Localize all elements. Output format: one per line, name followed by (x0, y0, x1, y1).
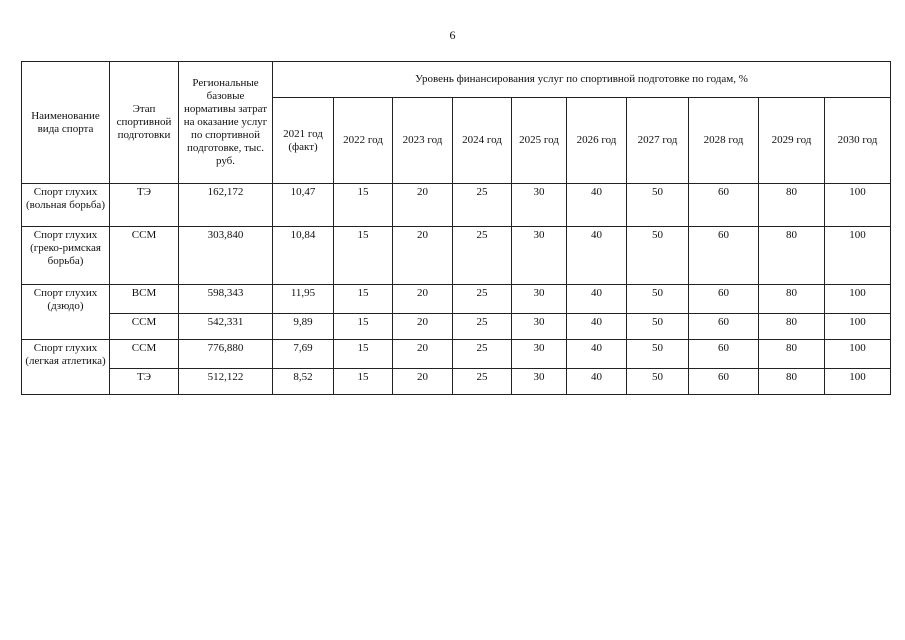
base-cost-cell: 776,880 (179, 340, 273, 369)
value-cell: 30 (512, 369, 567, 395)
header-year: 2023 год (393, 98, 453, 184)
value-cell: 80 (759, 227, 825, 285)
value-cell: 100 (825, 314, 891, 340)
table-row (22, 285, 891, 314)
stage-cell: ТЭ (110, 184, 179, 227)
value-cell: 50 (627, 314, 689, 340)
header-stage: Этап спортивной подготовки (110, 62, 179, 184)
value-cell: 25 (453, 314, 512, 340)
value-cell: 15 (334, 314, 393, 340)
value-cell: 10,84 (273, 227, 334, 285)
value-cell: 15 (334, 227, 393, 285)
value-cell: 80 (759, 314, 825, 340)
header-funding-level: Уровень финансирования услуг по спортивной подготовке по годам, % (273, 62, 891, 98)
value-cell: 100 (825, 184, 891, 227)
value-cell: 50 (627, 340, 689, 369)
header-year: 2024 год (453, 98, 512, 184)
value-cell: 40 (567, 340, 627, 369)
base-cost-cell: 303,840 (179, 227, 273, 285)
header-year: 2021 год (факт) (273, 98, 334, 184)
stage-cell: ССМ (110, 314, 179, 340)
value-cell: 15 (334, 369, 393, 395)
value-cell: 80 (759, 369, 825, 395)
base-cost-cell: 598,343 (179, 285, 273, 314)
sport-name: Спорт глухих (легкая атлетика) (22, 340, 110, 395)
value-cell: 15 (334, 285, 393, 314)
header-year: 2030 год (825, 98, 891, 184)
value-cell: 40 (567, 227, 627, 285)
value-cell: 100 (825, 227, 891, 285)
value-cell: 60 (689, 227, 759, 285)
value-cell: 100 (825, 285, 891, 314)
value-cell: 60 (689, 184, 759, 227)
sport-name: Спорт глухих (дзюдо) (22, 285, 110, 340)
value-cell: 30 (512, 314, 567, 340)
table-row (22, 369, 891, 395)
value-cell: 30 (512, 227, 567, 285)
value-cell: 20 (393, 369, 453, 395)
table-row (22, 340, 891, 369)
value-cell: 15 (334, 340, 393, 369)
value-cell: 25 (453, 369, 512, 395)
value-cell: 50 (627, 285, 689, 314)
header-year: 2026 год (567, 98, 627, 184)
table-row (22, 314, 891, 340)
table-row (22, 227, 891, 285)
value-cell: 40 (567, 314, 627, 340)
value-cell: 50 (627, 369, 689, 395)
value-cell: 20 (393, 184, 453, 227)
value-cell: 30 (512, 184, 567, 227)
header-year: 2022 год (334, 98, 393, 184)
stage-cell: ССМ (110, 340, 179, 369)
value-cell: 10,47 (273, 184, 334, 227)
value-cell: 30 (512, 285, 567, 314)
value-cell: 60 (689, 314, 759, 340)
base-cost-cell: 512,122 (179, 369, 273, 395)
value-cell: 50 (627, 184, 689, 227)
stage-cell: ССМ (110, 227, 179, 285)
value-cell: 9,89 (273, 314, 334, 340)
header-sport: Наименование вида спорта (22, 62, 110, 184)
value-cell: 20 (393, 314, 453, 340)
value-cell: 25 (453, 227, 512, 285)
value-cell: 80 (759, 340, 825, 369)
value-cell: 15 (334, 184, 393, 227)
header-year: 2029 год (759, 98, 825, 184)
header-year: 2027 год (627, 98, 689, 184)
value-cell: 25 (453, 184, 512, 227)
value-cell: 11,95 (273, 285, 334, 314)
value-cell: 20 (393, 285, 453, 314)
page-number: 6 (449, 28, 456, 42)
value-cell: 20 (393, 340, 453, 369)
value-cell: 50 (627, 227, 689, 285)
value-cell: 8,52 (273, 369, 334, 395)
sport-name: Спорт глухих (греко-римская борьба) (22, 227, 110, 285)
stage-cell: ВСМ (110, 285, 179, 314)
value-cell: 25 (453, 340, 512, 369)
header-base-cost: Региональные базовые нормативы затрат на оказание услуг по спортивной подготовке, тыс. руб. (179, 62, 273, 184)
value-cell: 40 (567, 285, 627, 314)
value-cell: 25 (453, 285, 512, 314)
base-cost-cell: 542,331 (179, 314, 273, 340)
value-cell: 40 (567, 184, 627, 227)
stage-cell: ТЭ (110, 369, 179, 395)
header-year: 2025 год (512, 98, 567, 184)
value-cell: 40 (567, 369, 627, 395)
sport-name: Спорт глухих (вольная борьба) (22, 184, 110, 227)
value-cell: 60 (689, 369, 759, 395)
value-cell: 20 (393, 227, 453, 285)
value-cell: 100 (825, 369, 891, 395)
value-cell: 80 (759, 184, 825, 227)
funding-table (21, 61, 891, 395)
table-row (22, 184, 891, 227)
value-cell: 7,69 (273, 340, 334, 369)
value-cell: 80 (759, 285, 825, 314)
value-cell: 60 (689, 340, 759, 369)
base-cost-cell: 162,172 (179, 184, 273, 227)
value-cell: 60 (689, 285, 759, 314)
value-cell: 30 (512, 340, 567, 369)
value-cell: 100 (825, 340, 891, 369)
header-year: 2028 год (689, 98, 759, 184)
